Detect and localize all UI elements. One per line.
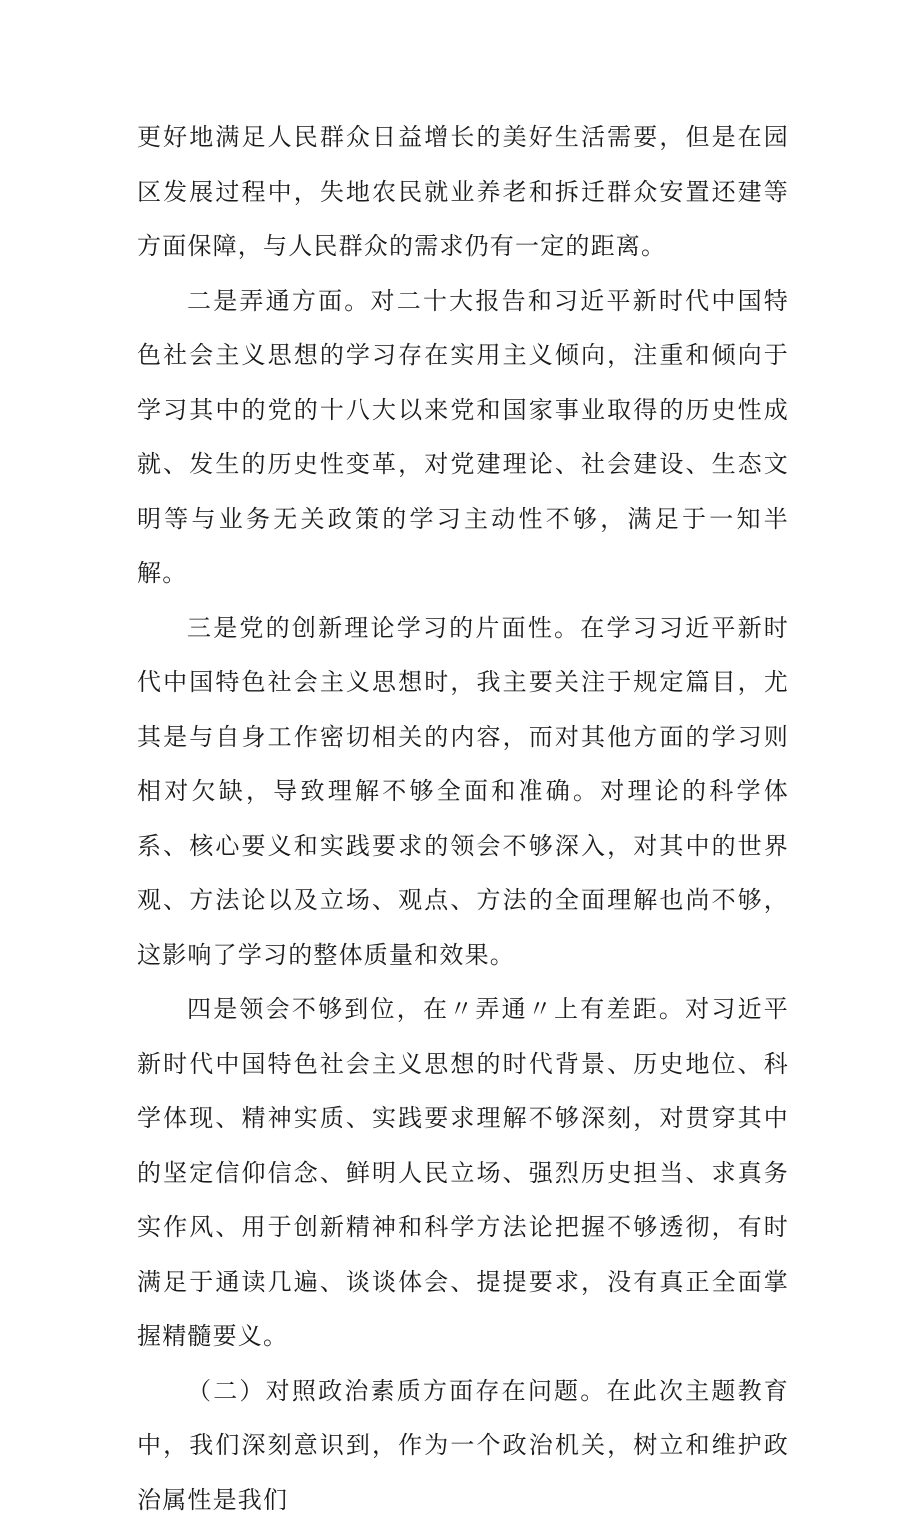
document-body [137,110,789,1527]
paragraph-comprehension: 四是领会不够到位，在〃弄通〃上有差距。对习近平新时代中国特色社会主义思想的时代背景、历史地位、科学体现、精神实质、实践要求理解不够深刻，对贯穿其中的坚定信仰信念、鲜明人民立场、强烈历史担当、求真务实作风、用于创新精神和科学方法论把握不够透彻，有时满足于通读几遍、谈谈体会、提提要求，没有真正全面掌握精髓要义。 [137,982,789,1364]
paragraph-one-sided-study: 三是党的创新理论学习的片面性。在学习习近平新时代中国特色社会主义思想时，我主要关注于规定篇目，尤其是与自身工作密切相关的内容，而对其他方面的学习则相对欠缺，导致理解不够全面和准确。对理论的科学体系、核心要义和实践要求的领会不够深入，对其中的世界观、方法论以及立场、观点、方法的全面理解也尚不够，这影响了学习的整体质量和效果。 [137,601,789,983]
paragraph-continuation: 更好地满足人民群众日益增长的美好生活需要，但是在园区发展过程中，失地农民就业养老和拆迁群众安置还建等方面保障，与人民群众的需求仍有一定的距离。 [137,110,789,274]
paragraph-political-quality: （二）对照政治素质方面存在问题。在此次主题教育中，我们深刻意识到，作为一个政治机关，树立和维护政治属性是我们 [137,1364,789,1527]
paragraph-understanding: 二是弄通方面。对二十大报告和习近平新时代中国特色社会主义思想的学习存在实用主义倾向，注重和倾向于学习其中的党的十八大以来党和国家事业取得的历史性成就、发生的历史性变革，对党建理论、社会建设、生态文明等与业务无关政策的学习主动性不够，满足于一知半解。 [137,274,789,601]
